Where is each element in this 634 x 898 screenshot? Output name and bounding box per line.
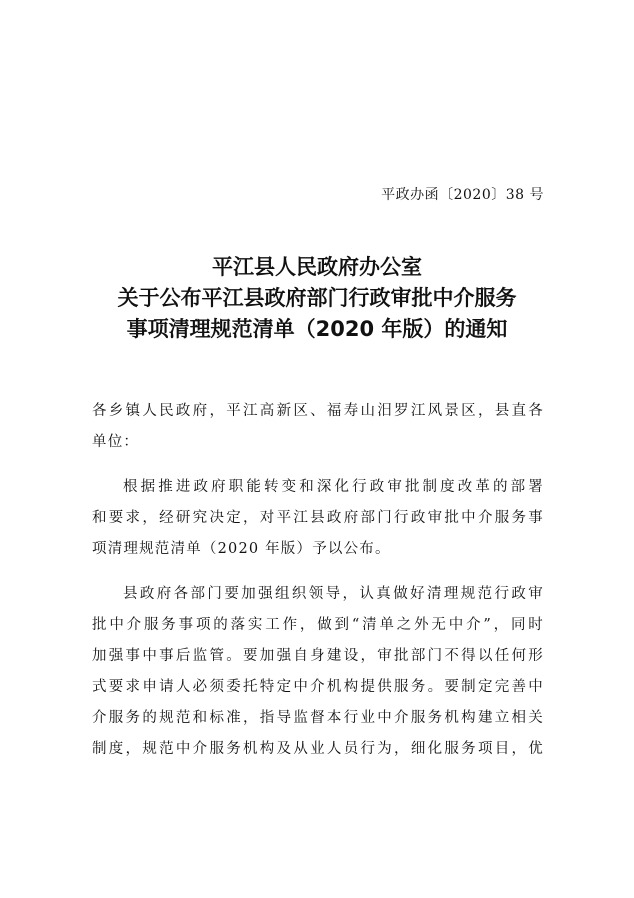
- paragraph-2: [92, 579, 544, 765]
- paragraph-1: [92, 472, 544, 565]
- addressee: [92, 396, 544, 458]
- paragraph-2-line-1: 县政府各部门要加强组织领导，认真做好清理规范行政审: [123, 586, 544, 602]
- paragraph-2-line-5: 介服务的规范和标准，指导监督本行业中介服务机构建立相关: [92, 710, 544, 726]
- paragraph-2-line-3: 加强事中事后监管。要加强自身建设，审批部门不得以任何形: [92, 648, 544, 664]
- paragraph-2-line-4: 式要求申请人必须委托特定中介机构提供服务。要制定完善中: [92, 679, 544, 695]
- paragraph-1-line-1: 根据推进政府职能转变和深化行政审批制度改革的部署: [123, 479, 544, 495]
- title-line-2: 关于公布平江县政府部门行政审批中介服务: [117, 286, 517, 310]
- title-line-1: 平江县人民政府办公室: [212, 255, 422, 279]
- addressee-line-1: 各乡镇人民政府，平江高新区、福寿山汨罗江风景区，县直各: [92, 403, 544, 419]
- paragraph-2-line-6: 制度，规范中介服务机构及从业人员行为，细化服务项目，优: [92, 741, 544, 757]
- paragraph-1-line-2: 和要求，经研究决定，对平江县政府部门行政审批中介服务事: [92, 510, 544, 526]
- addressee-line-2: 单位：: [92, 434, 140, 450]
- document-title: [60, 252, 574, 345]
- document-number: 平政办函〔2020〕38 号: [381, 187, 544, 203]
- paragraph-1-line-3: 项清理规范清单（2020 年版）予以公布。: [92, 541, 391, 557]
- paragraph-2-line-2: 批中介服务事项的落实工作，做到“清单之外无中介”，同时: [92, 617, 544, 633]
- title-line-3: 事项清理规范清单（2020 年版）的通知: [126, 317, 508, 341]
